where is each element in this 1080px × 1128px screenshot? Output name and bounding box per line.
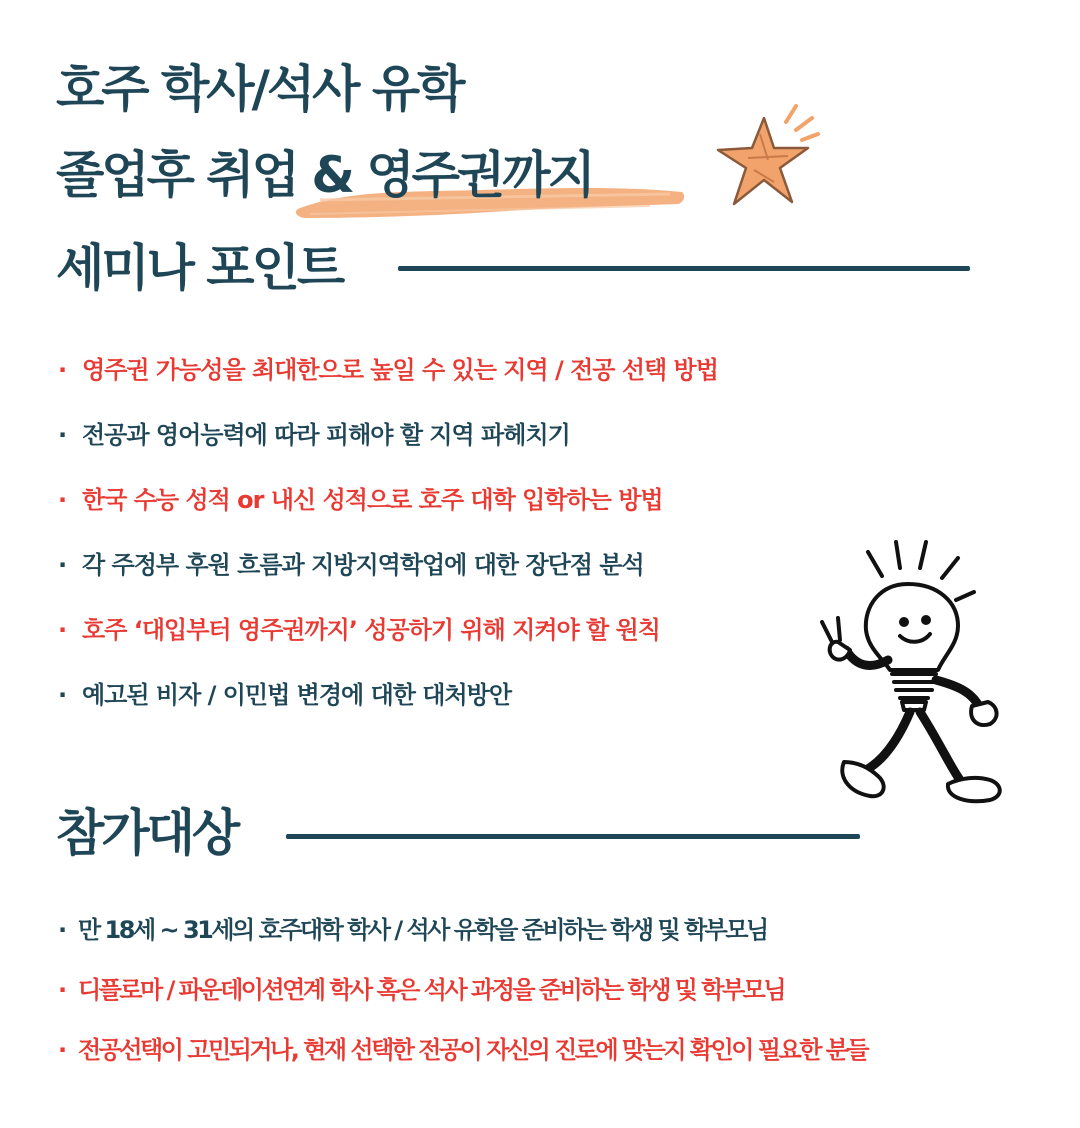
bullet: ·	[58, 681, 67, 709]
bullet: ·	[58, 976, 68, 1004]
point-text-4: 각 주정부 후원 흐름과 지방지역학업에 대한 장단점 분석	[82, 551, 644, 579]
bullet: ·	[58, 551, 67, 579]
point-text-6: 예고된 비자 / 이민법 변경에 대한 대처방안	[82, 681, 512, 709]
point-item-1	[58, 358, 718, 382]
title-line-1: 호주 학사/석사 유학	[56, 60, 463, 118]
point-item-3	[58, 488, 663, 512]
bullet: ·	[58, 421, 67, 449]
audience-item-2	[58, 978, 784, 1002]
title-line-2: 졸업후 취업 & 영주권까지	[56, 146, 593, 204]
point-text-5: 호주 ‘대입부터 영주권까지’ 성공하기 위해 지켜야 할 원칙	[82, 616, 660, 644]
point-item-2	[58, 423, 570, 447]
audience-item-1	[58, 918, 767, 942]
point-item-6	[58, 683, 511, 707]
point-text-1: 영주권 가능성을 최대한으로 높일 수 있는 지역 / 전공 선택 방법	[82, 356, 718, 384]
audience-item-3	[58, 1038, 867, 1062]
point-text-3: 한국 수능 성적 or 내신 성적으로 호주 대학 입학하는 방법	[82, 486, 663, 514]
title-divider	[398, 266, 970, 271]
audience-text-1: 만 18세 ~ 31세의 호주대학 학사 / 석사 유학을 준비하는 학생 및 학부모님	[78, 916, 767, 944]
audience-divider	[286, 834, 860, 839]
point-text-2: 전공과 영어능력에 따라 피해야 할 지역 파헤치기	[82, 421, 570, 449]
audience-text-2: 디플로마 / 파운데이션연계 학사 혹은 석사 과정을 준비하는 학생 및 학부모님	[78, 976, 785, 1004]
audience-text-3: 전공선택이 고민되거나, 현재 선택한 전공이 자신의 진로에 맞는지 확인이 필요한 분들	[78, 1036, 868, 1064]
lightbulb-character-icon	[808, 530, 1012, 810]
star-doodle-icon	[708, 100, 820, 220]
bullet: ·	[58, 356, 67, 384]
audience-heading: 참가대상	[56, 804, 238, 862]
point-item-5	[58, 618, 660, 642]
bullet: ·	[58, 1036, 68, 1064]
bullet: ·	[58, 916, 68, 944]
title-line-3: 세미나 포인트	[56, 239, 343, 297]
point-item-4	[58, 553, 644, 577]
bullet: ·	[58, 486, 67, 514]
bullet: ·	[58, 616, 67, 644]
